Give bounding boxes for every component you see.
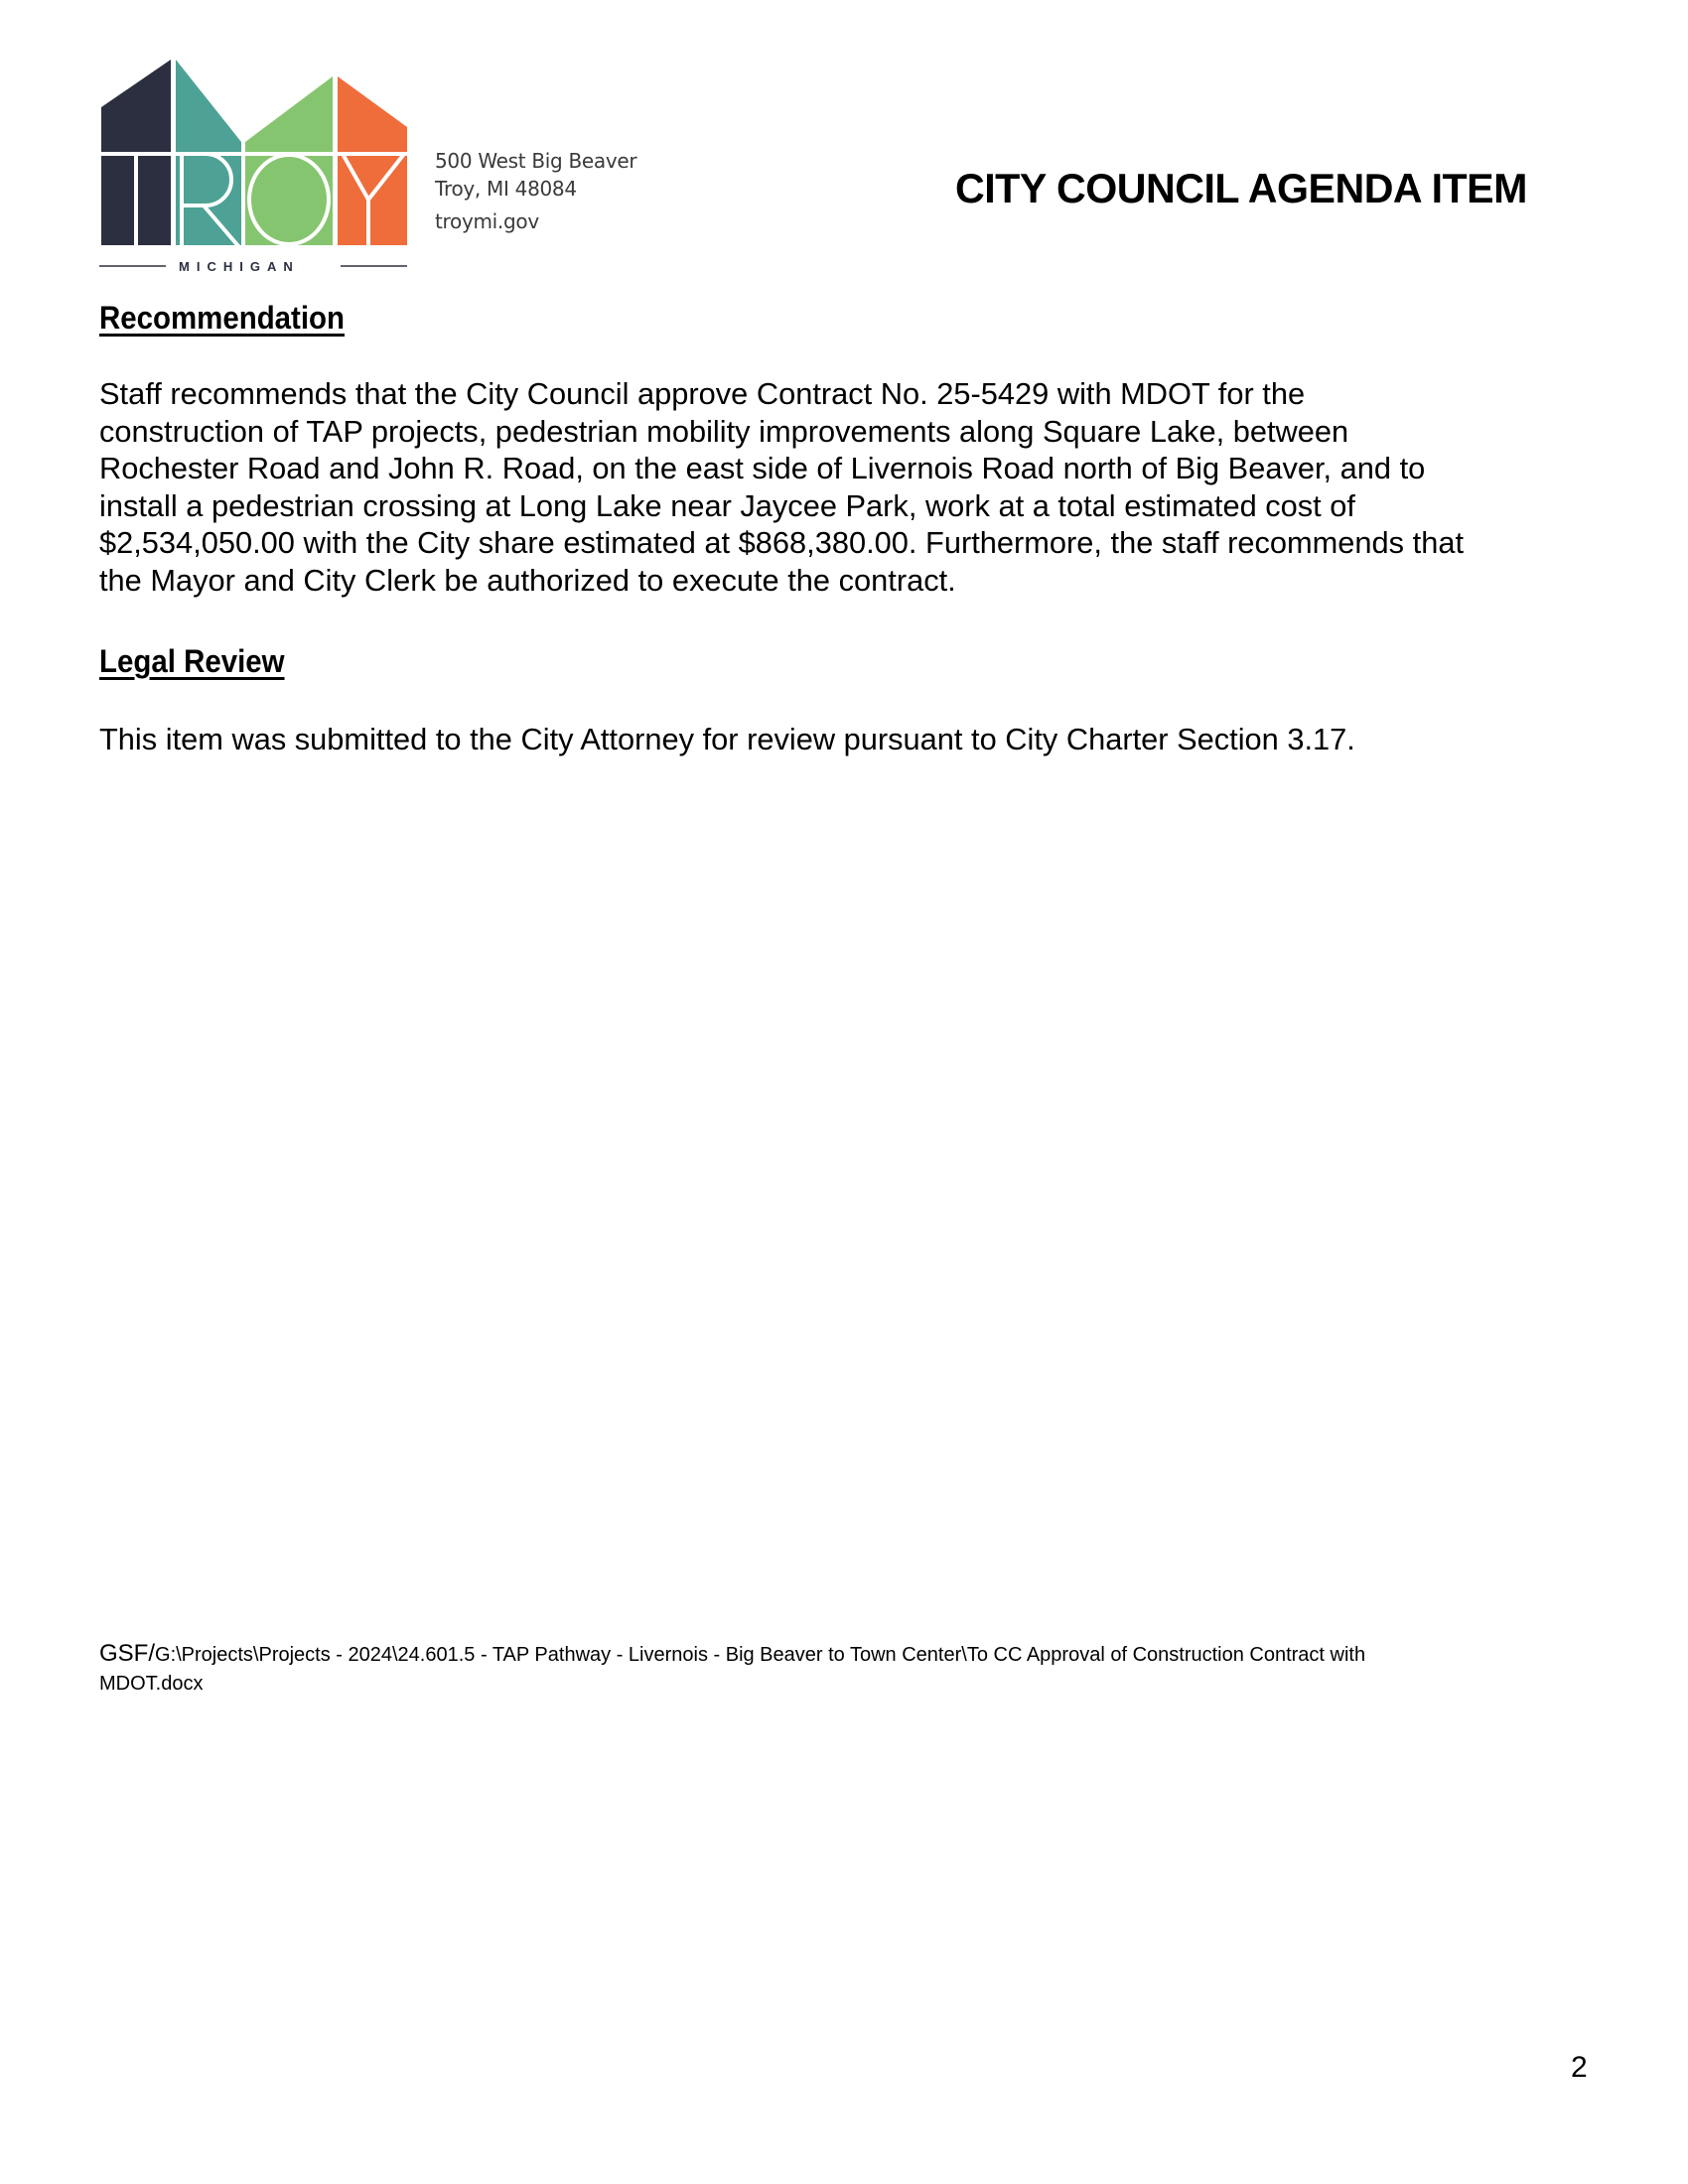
recommendation-heading: Recommendation [99, 300, 346, 336]
legal-review-paragraph [99, 721, 1599, 758]
logo-green-block [245, 76, 333, 245]
file-path-line1: G:\Projects\Projects - 2024\24.601.5 - TAP Pathway - Livernois - Big Beaver to Town Center\To CC Approval of Construction Contract with [155, 1644, 1366, 1666]
paragraph-line: This item was submitted to the City Attorney for review pursuant to City Charter Section 3.17. [99, 722, 1355, 756]
address-city: Troy, MI 48084 [435, 177, 577, 201]
paragraph-line: $2,534,050.00 with the City share estimated at $868,380.00. Furthermore, the staff recommends that [99, 525, 1465, 561]
paragraph-line: Rochester Road and John R. Road, on the east side of Livernois Road north of Big Beaver, and to [99, 451, 1426, 486]
paragraph-line: construction of TAP projects, pedestrian mobility improvements along Square Lake, between [99, 413, 1349, 449]
recommendation-paragraph [99, 375, 1599, 600]
paragraph-line: install a pedestrian crossing at Long Lake near Jaycee Park, work at a total estimated cost of [99, 487, 1355, 523]
file-path-line2: MDOT.docx [99, 1673, 204, 1695]
page-number: 2 [1571, 2051, 1588, 2084]
legal-review-heading: Legal Review [99, 643, 285, 679]
troy-michigan-logo [94, 55, 417, 278]
author-initials: GSF/ [99, 1640, 156, 1667]
paragraph-line: the Mayor and City Clerk be authorized to execute the contract. [99, 562, 956, 598]
logo-subtitle: MICHIGAN [179, 259, 300, 274]
document-file-path [99, 1639, 1609, 1699]
paragraph-line: Staff recommends that the City Council approve Contract No. 25-5429 with MDOT for the [99, 376, 1306, 411]
page-title: CITY COUNCIL AGENDA ITEM [955, 165, 1527, 211]
address-website: troymi.gov [435, 209, 539, 233]
address-street: 500 West Big Beaver [435, 149, 637, 173]
